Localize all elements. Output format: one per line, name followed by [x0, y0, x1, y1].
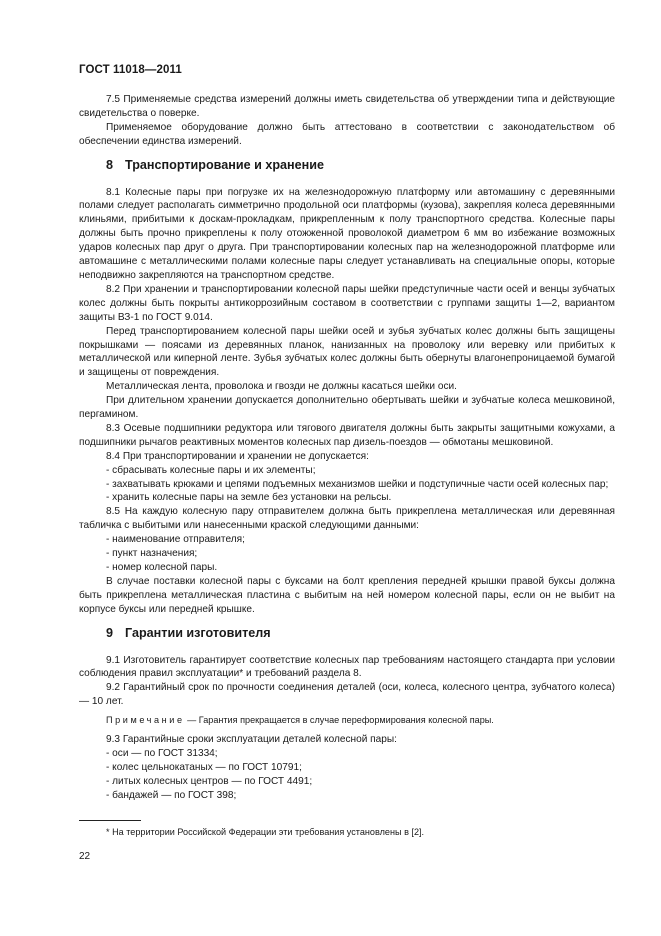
section-number: 8: [106, 157, 114, 172]
note-text: — Гарантия прекращается в случае переформирования колесной пары.: [184, 715, 494, 726]
list-item: - пункт назначения;: [106, 548, 198, 560]
paragraph: 7.5 Применяемые средства измерений должны иметь свидетельства об утверждении типа и действующие свидетельства о поверке.: [79, 94, 615, 119]
list-item: - сбрасывать колесные пары и их элементы;: [106, 464, 316, 476]
list-item: - колес цельнокатаных — по ГОСТ 10791;: [106, 761, 302, 773]
paragraph: 8.2 При хранении и транспортировании колесной пары шейки предступичные части осей и венцы зубчатых колес должны быть покрыты антикоррозийным составом в соответствии с группами защиты 1—2, вариантом защиты ВЗ-1 по ГОСТ 9.014.: [79, 283, 615, 323]
paragraph: 8.4 При транспортировании и хранении не допускается:: [106, 450, 369, 462]
standard-header: ГОСТ 11018—2011: [79, 64, 182, 76]
paragraph: В случае поставки колесной пары с буксами на болт крепления передней крышки правой буксы должна быть прикреплена металлическая пластина с выбитым на ней номером колесной пары, если он не выбит на корпусе буксы или передней крышке.: [79, 575, 615, 615]
list-item: - номер колесной пары.: [106, 562, 218, 573]
paragraph: 9.1 Изготовитель гарантирует соответствие колесных пар требованиям настоящего стандарта при условии соблюдения правил эксплуатации* и требований раздела 8.: [79, 654, 615, 680]
footnote-rule: [79, 820, 141, 821]
note-label: Примечание: [106, 715, 185, 726]
section-heading: [79, 627, 615, 641]
list-item: - бандажей — по ГОСТ 398;: [106, 789, 237, 801]
document-body: [79, 93, 615, 803]
paragraph: 8.3 Осевые подшипники редуктора или тягового двигателя должны быть закрыты защитными кожухами, а подшипники рычагов реактивных моментов колесных пар дизель-поездов — обмотаны мешковиной.: [79, 422, 615, 448]
paragraph: 8.1 Колесные пары при погрузке их на железнодорожную платформу или автомашину с деревянными полами следует располагать симметрично продольной оси платформы (кузова), закрепляя колеса деревянными клиньями, прибитыми к доскам-прокладкам, прикрепленным к полу транспортного средства. Колесные пары должны быть прочно прикреплены к полу отожженной проволокой диаметром 6 мм во избежание возможных ударов колесных пар друг о друга. При транспортировании колесных пар на железнодорожной платформе или автомашине с металлическими полами колесные пары следует устанавливать на специальные опоры, которые неподвижно закрепляются на транспортном средстве.: [79, 186, 615, 281]
page-number: 22: [79, 851, 91, 862]
paragraph: Перед транспортированием колесной пары шейки осей и зубья зубчатых колес должны быть защищены покрышками — поясами из деревянных планок, нанизанных на проволоку или веревку или прибитых к металлической или киперной ленте. Зубья зубчатых колес должны быть обернуты влагонепроницаемой бумагой и защищены от повреждения.: [79, 325, 615, 379]
paragraph: 8.5 На каждую колесную пару отправителем должна быть прикреплена металлическая или деревянная табличка с выбитыми или нанесенными краской следующими данными:: [79, 506, 615, 532]
list-item: - оси — по ГОСТ 31334;: [106, 747, 218, 759]
paragraph: 9.2 Гарантийный срок по прочности соединения деталей (оси, колеса, колесного центра, зубчатого колеса) — 10 лет.: [79, 682, 615, 708]
paragraph: При длительном хранении допускается дополнительно обертывать шейки и зубчатые колеса мешковиной, пергамином.: [79, 395, 615, 421]
list-item: - хранить колесные пары на земле без установки на рельсы.: [106, 492, 392, 504]
section-heading: [79, 159, 615, 173]
note: [79, 714, 615, 728]
footnote: * На территории Российской Федерации эти требования установлены в [2].: [106, 827, 425, 837]
paragraph: - захватывать крюками и цепями подъемных механизмов шейки и подступичные части осей колесных пар;: [106, 478, 609, 490]
section-title: Транспортирование и хранение: [125, 157, 324, 172]
list-item: - наименование отправителя;: [106, 534, 245, 546]
paragraph: Применяемое оборудование должно быть аттестовано в соответствии с законодательством об обеспечении единства измерений.: [79, 121, 615, 147]
list-item: - литых колесных центров — по ГОСТ 4491;: [106, 775, 313, 787]
paragraph: 9.3 Гарантийные сроки эксплуатации деталей колесной пары:: [106, 734, 397, 746]
section-number: 9: [106, 625, 114, 640]
section-title: Гарантии изготовителя: [125, 625, 271, 640]
paragraph: Металлическая лента, проволока и гвозди не должны касаться шейки оси.: [106, 381, 457, 393]
